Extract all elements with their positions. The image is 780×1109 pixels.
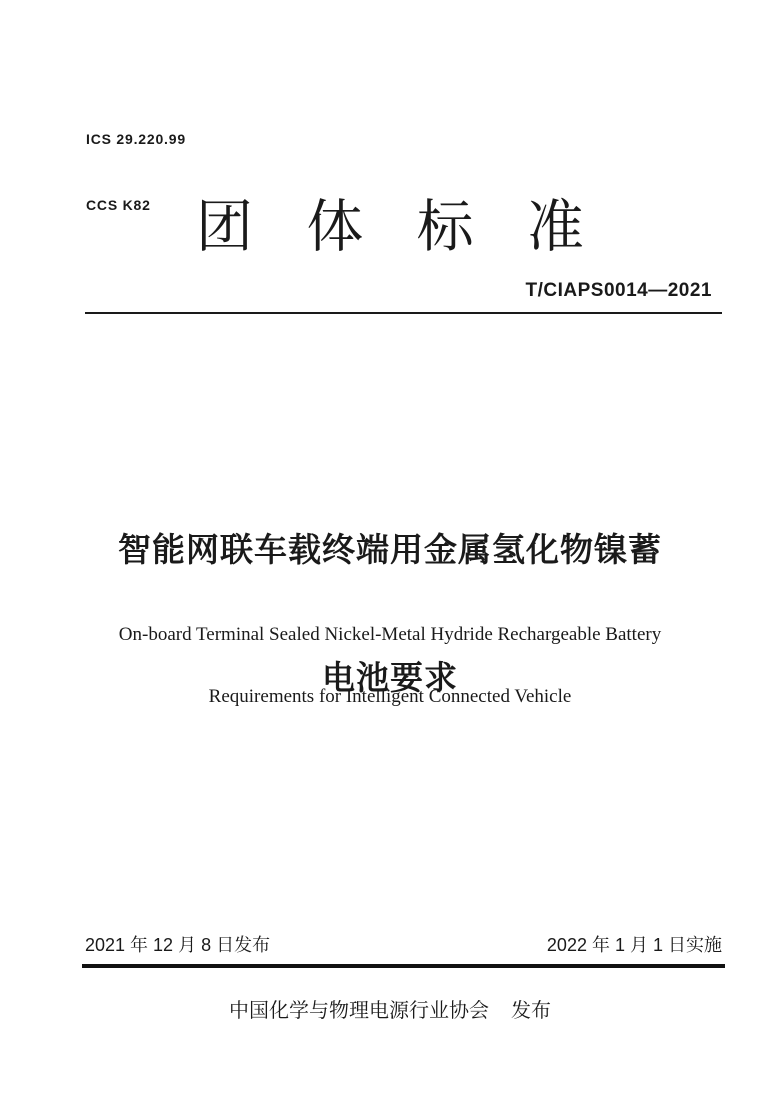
issue-date: 2021 年 12 月 8 日发布 xyxy=(85,935,271,955)
publisher-line xyxy=(0,994,780,1023)
title-english-line1: On-board Terminal Sealed Nickel-Metal Hydride Rechargeable Battery xyxy=(118,624,662,645)
ics-ccs-block xyxy=(86,84,186,260)
standard-type-char: 团 xyxy=(196,195,253,259)
implement-date: 2022 年 1 月 1 日实施 xyxy=(546,935,722,955)
ccs-code: CCS K82 xyxy=(86,197,151,213)
standard-type-heading xyxy=(196,195,584,259)
publish-label: 发布 xyxy=(511,1000,551,1022)
title-english-line2: Requirements for Intelligent Connected Vehicle xyxy=(208,686,572,707)
title-chinese-line2: 电池要求 xyxy=(322,659,458,696)
standard-type-char: 准 xyxy=(526,195,584,259)
footer-rule xyxy=(82,964,725,968)
title-english xyxy=(0,588,780,743)
standard-number: T/CIAPS0014—2021 xyxy=(525,280,712,301)
standard-type-char: 体 xyxy=(306,195,364,259)
publisher-name: 中国化学与物理电源行业协会 xyxy=(229,1000,489,1022)
header-rule xyxy=(85,312,722,314)
standard-type-char: 标 xyxy=(416,195,474,259)
ics-code: ICS 29.220.99 xyxy=(86,131,186,147)
date-band xyxy=(85,931,722,957)
title-chinese-line1: 智能网联车载终端用金属氢化物镍蓄 xyxy=(118,531,662,568)
